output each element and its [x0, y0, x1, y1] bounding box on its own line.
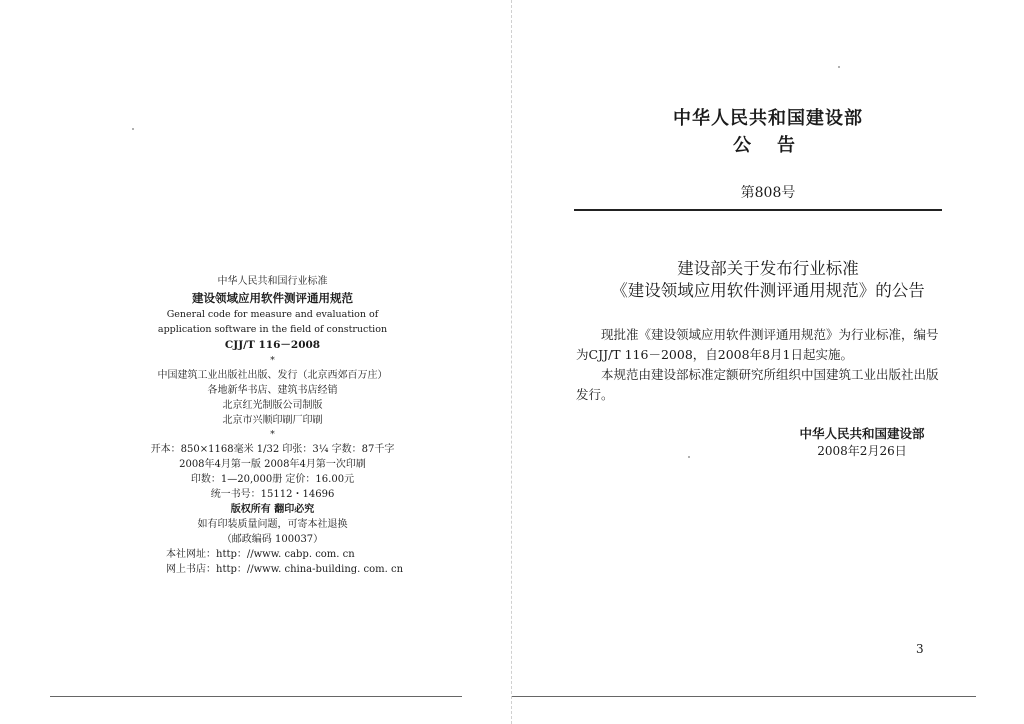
publisher-website: 本社网址：http：//www. cabp. com. cn	[166, 549, 355, 560]
scan-speck	[132, 128, 134, 130]
notice-number: 第808号	[740, 185, 796, 201]
bottom-rule	[512, 696, 976, 697]
return-notice: 如有印装质量问题，可寄本社退换	[197, 519, 348, 530]
typesetter-line: 北京红光制版公司制版	[222, 400, 323, 411]
department-heading: 中华人民共和国建设部	[673, 108, 863, 129]
separator-star: *	[270, 356, 275, 366]
print-run-price: 印数：1—20,000册 定价：16.00元	[190, 474, 355, 485]
standard-code: CJJ/T 116－2008	[224, 339, 321, 351]
headline-line1: 建设部关于发布行业标准	[677, 259, 859, 278]
format-info: 开本：850×1168毫米 1/32 印张：3¼ 字数：87千字	[150, 444, 395, 455]
copyright-notice: 版权所有 翻印必究	[230, 504, 315, 515]
online-bookstore: 网上书店：http：//www. china-building. com. cn	[166, 564, 404, 575]
signature-org: 中华人民共和国建设部	[799, 426, 925, 441]
book-number: 统一书号：15112・14696	[210, 489, 335, 500]
separator-star-2: *	[270, 430, 275, 440]
standard-title-cn: 建设领域应用软件测评通用规范	[192, 291, 353, 305]
publisher-line: 中国建筑工业出版社出版、发行（北京西郊百万庄）	[157, 370, 388, 381]
left-page	[0, 0, 510, 724]
english-title-line2: application software in the field of construction	[157, 324, 388, 335]
english-title-line1: General code for measure and evaluation of	[166, 309, 379, 320]
distributor-line: 各地新华书店、建筑书店经销	[207, 385, 338, 396]
colophon	[130, 274, 415, 577]
scan-speck	[838, 66, 840, 68]
right-page	[512, 0, 1024, 724]
headline-line2: 《建设领域应用软件测评通用规范》的公告	[611, 281, 925, 300]
announcement-label: 公告	[733, 135, 821, 156]
page-number: 3	[916, 642, 924, 656]
series-title: 中华人民共和国行业标准	[217, 276, 328, 287]
postcode: （邮政编码 100037）	[221, 534, 324, 545]
signature-date: 2008年2月26日	[817, 444, 907, 458]
body-paragraph-1: 现批准《建设领域应用软件测评通用规范》为行业标准，编号为CJJ/T 116－2008，自2008年8月1日起实施。	[576, 327, 939, 362]
bottom-rule	[50, 696, 462, 697]
printer-line: 北京市兴顺印刷厂印刷	[222, 415, 323, 426]
notice-body	[576, 325, 946, 405]
heading-rule	[574, 209, 942, 211]
edition-info: 2008年4月第一版 2008年4月第一次印刷	[179, 459, 366, 470]
scan-speck	[688, 456, 690, 458]
body-paragraph-2: 本规范由建设部标准定额研究所组织中国建筑工业出版社出版发行。	[576, 367, 939, 402]
